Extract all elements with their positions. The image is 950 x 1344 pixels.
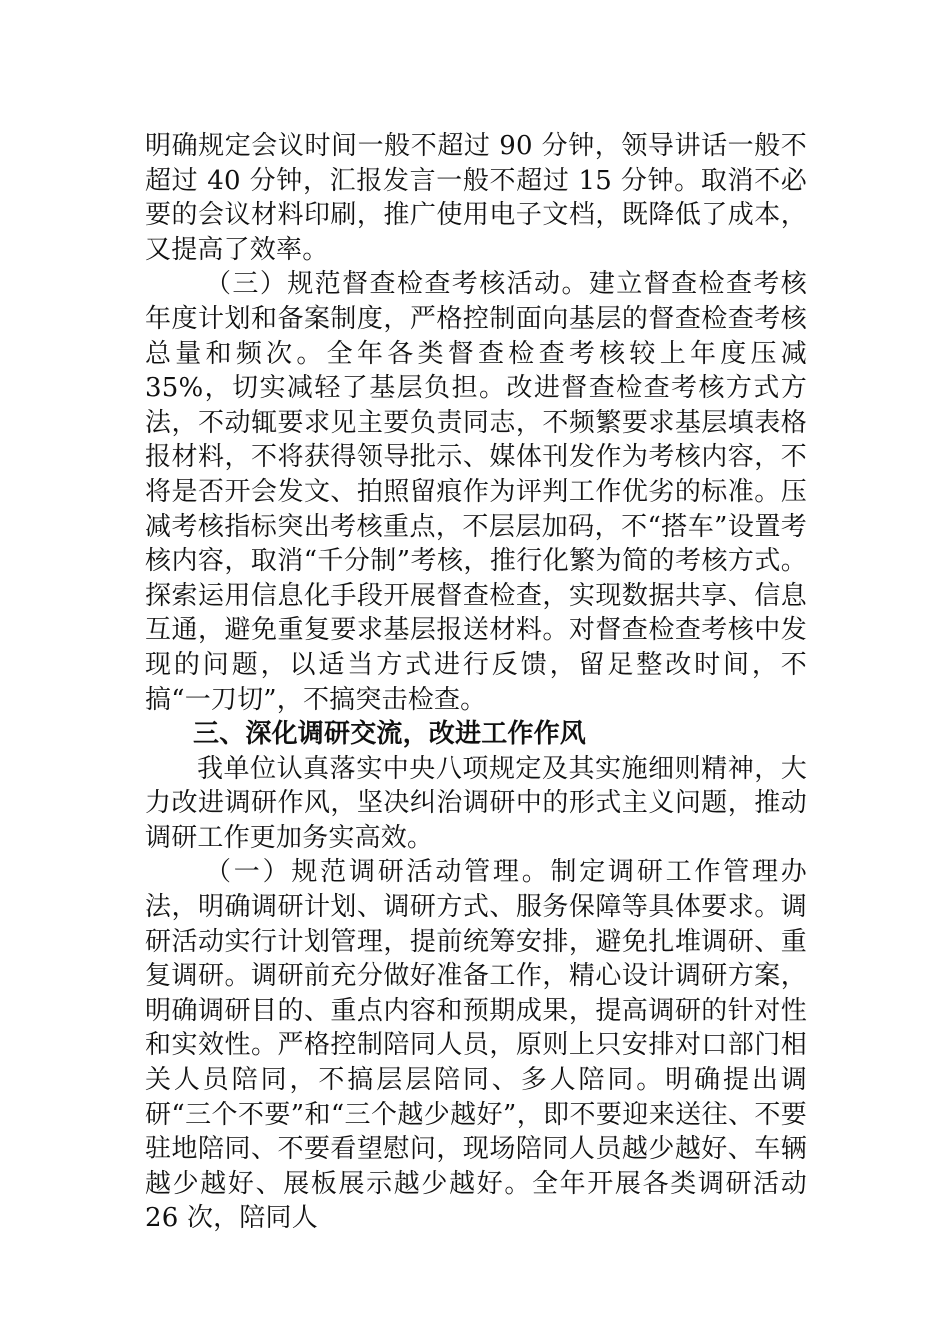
document-body — [145, 129, 807, 1236]
paragraph-inspection-standards: （三）规范督查检查考核活动。建立督查检查考核年度计划和备案制度，严格控制面向基层的督查检查考核总量和频次。全年各类督查检查考核较上年度压减 35%，切实减轻了基层负担。改进督查检查考核方式方法，不动辄要求见主要负责同志，不频繁要求基层填表格报材料，不将获得领导批示、媒体刊发作为考核内容，不将是否开会发文、拍照留痕作为评判工作优劣的标准。压减考核指标突出考核重点，不层层加码，不“搭车”设置考核内容，取消“千分制”考核，推行化繁为简的考核方式。探索运用信息化手段开展督查检查，实现数据共享、信息互通，避免重复要求基层报送材料。对督查检查考核中发现的问题，以适当方式进行反馈，留足整改时间，不搞“一刀切”，不搞突击检查。 — [145, 269, 807, 715]
paragraph-research-intro: 我单位认真落实中央八项规定及其实施细则精神，大力改进调研作风，坚决纠治调研中的形式主义问题，推动调研工作更加务实高效。 — [145, 753, 807, 853]
paragraph-research-management: （一）规范调研活动管理。制定调研工作管理办法，明确调研计划、调研方式、服务保障等具体要求。调研活动实行计划管理，提前统筹安排，避免扎堆调研、重复调研。调研前充分做好准备工作，精心设计调研方案，明确调研目的、重点内容和预期成果，提高调研的针对性和实效性。严格控制陪同人员，原则上只安排对口部门相关人员陪同，不搞层层陪同、多人陪同。明确提出调研“三个不要”和“三个越少越好”，即不要迎来送往、不要驻地陪同、不要看望慰问，现场陪同人员越少越好、车辆越少越好、展板展示越少越好。全年开展各类调研活动 26 次，陪同人 — [145, 857, 807, 1234]
paragraph-meeting-rules: 明确规定会议时间一般不超过 90 分钟，领导讲话一般不超过 40 分钟，汇报发言一般不超过 15 分钟。取消不必要的会议材料印刷，推广使用电子文档，既降低了成本，又提高了效率。 — [145, 131, 807, 265]
section-heading-research: 三、深化调研交流，改进工作作风 — [193, 719, 587, 750]
